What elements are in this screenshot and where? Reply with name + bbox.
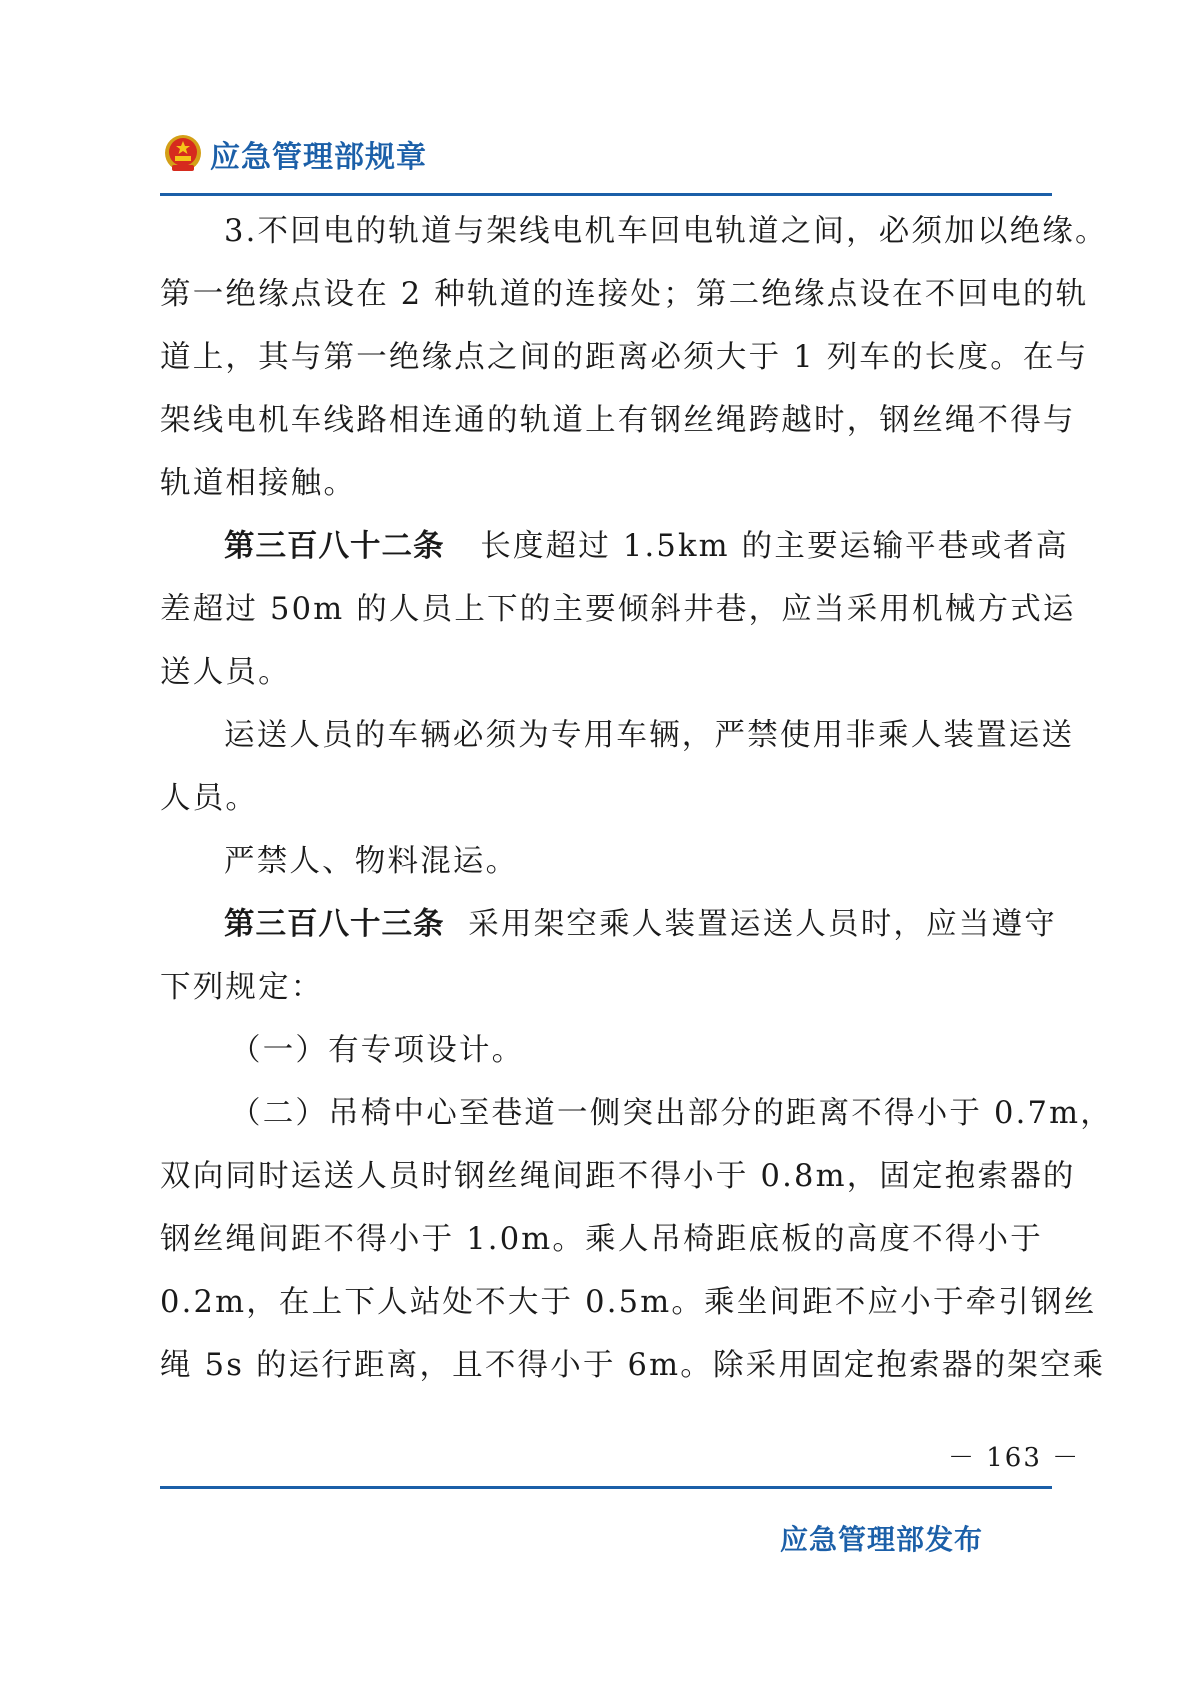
text-line: 第一绝缘点设在 2 种轨道的连接处；第二绝缘点设在不回电的轨 xyxy=(160,277,1089,312)
article-382-paragraph xyxy=(160,515,1069,578)
page-header xyxy=(162,132,427,176)
text-line: 钢丝绳间距不得小于 1.0m。乘人吊椅距底板的高度不得小于 xyxy=(160,1222,1043,1257)
text-line: 人员。 xyxy=(160,781,259,816)
text-line: 绳 5s 的运行距离，且不得小于 6m。除采用固定抱索器的架空乘 xyxy=(160,1348,1106,1383)
text-line: （二）吊椅中心至巷道一侧突出部分的距离不得小于 0.7m， xyxy=(230,1096,1113,1131)
article-383-paragraph xyxy=(160,893,1057,956)
text-line: （一）有专项设计。 xyxy=(230,1033,525,1068)
text-line: 运送人员的车辆必须为专用车辆，严禁使用非乘人装置运送 xyxy=(224,718,1075,753)
text-line: 严禁人、物料混运。 xyxy=(224,844,519,879)
text-line: 长度超过 1.5km 的主要运输平巷或者高 xyxy=(480,529,1069,564)
header-title: 应急管理部规章 xyxy=(210,140,427,175)
text-line: 双向同时运送人员时钢丝绳间距不得小于 0.8m，固定抱索器的 xyxy=(160,1159,1076,1194)
document-body xyxy=(160,200,1113,1397)
text-line: 道上，其与第一绝缘点之间的距离必须大于 1 列车的长度。在与 xyxy=(160,340,1089,375)
text-line: 下列规定： xyxy=(160,970,324,1005)
text-line: 采用架空乘人装置运送人员时，应当遵守 xyxy=(468,907,1057,942)
text-line: 差超过 50m 的人员上下的主要倾斜井巷，应当采用机械方式运 xyxy=(160,592,1076,627)
page-number: － 163 － xyxy=(948,1443,1081,1473)
text-line: 0.2m，在上下人站处不大于 0.5m。乘坐间距不应小于牵引钢丝 xyxy=(160,1285,1097,1320)
article-heading: 第三百八十三条 xyxy=(224,907,445,942)
national-emblem-icon xyxy=(162,133,204,175)
header-divider xyxy=(160,193,1052,196)
footer-publisher: 应急管理部发布 xyxy=(780,1523,984,1556)
text-line: 送人员。 xyxy=(160,655,291,690)
article-heading: 第三百八十二条 xyxy=(224,529,445,564)
text-line: 架线电机车线路相连通的轨道上有钢丝绳跨越时，钢丝绳不得与 xyxy=(160,403,1076,438)
footer-divider xyxy=(160,1486,1052,1489)
text-line: 3.不回电的轨道与架线电机车回电轨道之间，必须加以绝缘。 xyxy=(224,214,1108,249)
text-line: 轨道相接触。 xyxy=(160,466,357,501)
